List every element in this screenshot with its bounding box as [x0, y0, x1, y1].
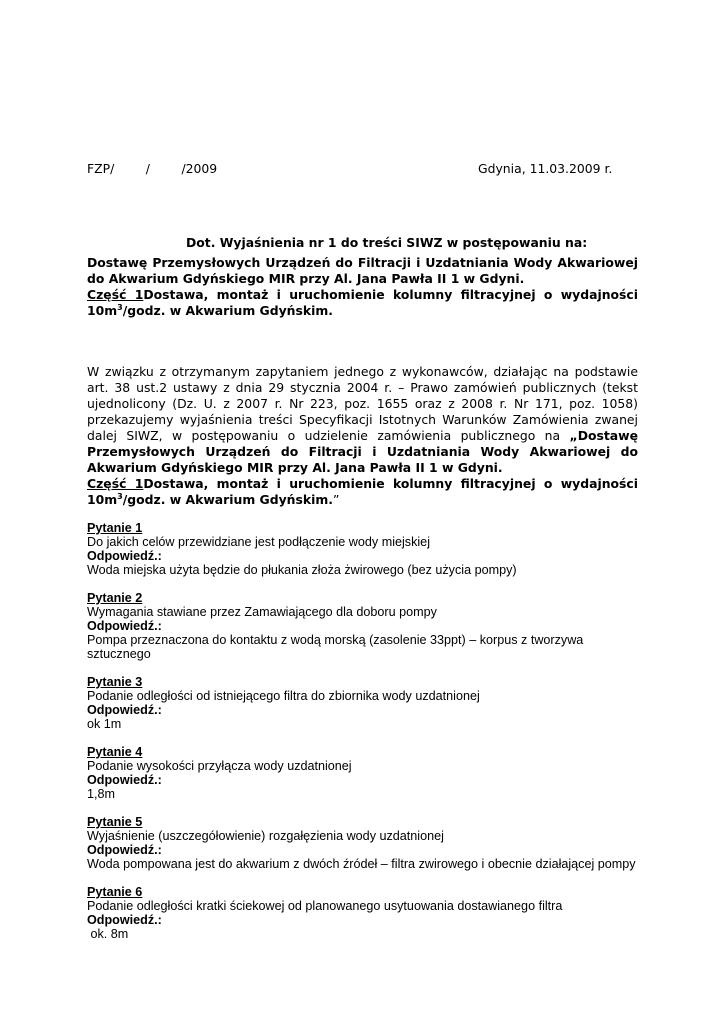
answer-label: Odpowiedź.:: [87, 843, 162, 857]
intro-part-superscript: 3: [117, 492, 123, 501]
question-label: Pytanie 6: [87, 885, 143, 899]
ref-year: /2009: [181, 161, 218, 176]
subject-part: [87, 287, 638, 319]
answer-label: Odpowiedź.:: [87, 773, 162, 787]
question-text: Wymagania stawiane przez Zamawiającego dla doboru pompy: [87, 605, 437, 619]
answer-text: 1,8m: [87, 787, 115, 801]
ref-prefix: FZP/: [87, 161, 115, 176]
question-text: Podanie wysokości przyłącza wody uzdatnionej: [87, 759, 352, 773]
question-block-6: [87, 885, 647, 941]
questions-list: [87, 521, 647, 955]
question-block-2: [87, 591, 647, 661]
answer-text: ok 1m: [87, 717, 122, 731]
intro-part-label: Część 1: [87, 476, 144, 491]
intro-text: W związku z otrzymanym zapytaniem jednego z wykonawców, działając na podstawie art. 38 ust.2 ustawy z dnia 29 stycznia 2004 r. – Prawo zamówień publicznych (tekst ujednolicony (Dz. U. z 2007 r. Nr 223, poz. 1655 oraz z 2008 r. Nr 171, poz. 1058) przekazujemy wyjaśnienia treści Specyfikacji Istotnych Warunków Zamówienia zwanej dalej SIWZ, w postępowaniu o udzielenie zamówienia publicznego na: [87, 364, 638, 443]
intro-quoted-title: „Dostawę Przemysłowych Urządzeń do Filtracji i Uzdatniania Wody Akwariowej do Akwarium Gdyńskiego MIR przy Al. Jana Pawła II 1 w Gdyni.: [87, 428, 638, 475]
subject-body: [87, 255, 638, 319]
subject-part-end: /godz. w Akwarium Gdyńskim.: [122, 303, 333, 318]
question-text: Podanie odległości kratki ściekowej od planowanego usytuowania dostawianego filtra: [87, 899, 563, 913]
intro-close-quote: ”: [332, 492, 340, 507]
subject-title: Dostawę Przemysłowych Urządzeń do Filtracji i Uzdatniania Wody Akwariowej do Akwarium Gdyńskiego MIR przy Al. Jana Pawła II 1 w Gdyni.: [87, 255, 638, 286]
answer-text: ok. 8m: [87, 927, 129, 941]
question-text: Wyjaśnienie (uszczegółowienie) rozgałęzienia wody uzdatnionej: [87, 829, 444, 843]
subject-part-label: Część 1: [87, 287, 144, 302]
answer-text: Woda miejska użyta będzie do płukania złoża żwirowego (bez użycia pompy): [87, 563, 517, 577]
answer-label: Odpowiedź.:: [87, 913, 162, 927]
document-reference: [87, 161, 217, 177]
answer-label: Odpowiedź.:: [87, 619, 162, 633]
question-block-4: [87, 745, 647, 801]
subject-line: Dot. Wyjaśnienia nr 1 do treści SIWZ w postępowaniu na:: [186, 235, 588, 250]
question-label: Pytanie 4: [87, 745, 143, 759]
subject-part-superscript: 3: [117, 303, 123, 312]
question-label: Pytanie 2: [87, 591, 143, 605]
intro-part-end: /godz. w Akwarium Gdyńskim.: [122, 492, 333, 507]
answer-text: Woda pompowana jest do akwarium z dwóch źródeł – filtra zwirowego i obecnie działającej pompy: [87, 857, 636, 871]
answer-text: Pompa przeznaczona do kontaktu z wodą morską (zasolenie 33ppt) – korpus z tworzywa sztucznego: [87, 633, 584, 661]
question-label: Pytanie 1: [87, 521, 143, 535]
question-text: Do jakich celów przewidziane jest podłączenie wody miejskiej: [87, 535, 430, 549]
question-block-1: [87, 521, 647, 577]
question-block-3: [87, 675, 647, 731]
question-label: Pytanie 3: [87, 675, 143, 689]
subject-part-text: Dostawa, montaż i uruchomienie kolumny filtracyjnej o wydajności 10m: [87, 287, 638, 318]
question-text: Podanie odległości od istniejącego filtra do zbiornika wody uzdatnionej: [87, 689, 480, 703]
question-block-5: [87, 815, 647, 871]
document-date: Gdynia, 11.03.2009 r.: [478, 161, 613, 176]
answer-label: Odpowiedź.:: [87, 703, 162, 717]
ref-separator: /: [145, 161, 150, 176]
intro-paragraph: [87, 364, 638, 508]
intro-part-text: Dostawa, montaż i uruchomienie kolumny filtracyjnej o wydajności 10m: [87, 476, 638, 507]
question-label: Pytanie 5: [87, 815, 143, 829]
answer-label: Odpowiedź.:: [87, 549, 162, 563]
